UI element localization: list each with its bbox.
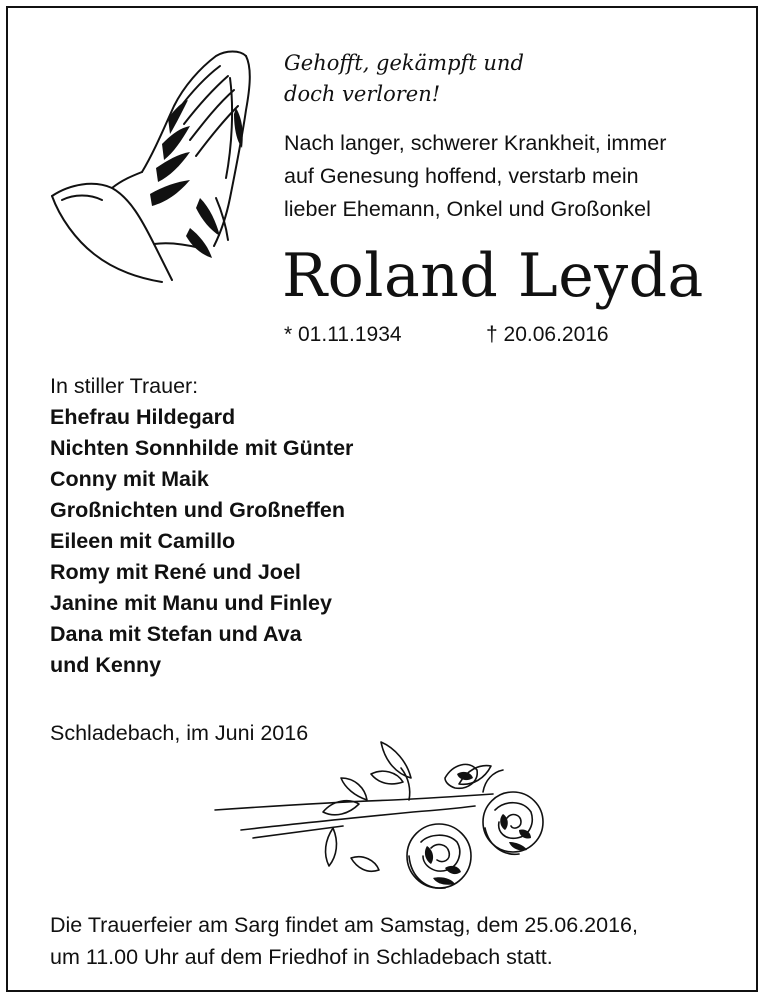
- funeral-line: um 11.00 Uhr auf dem Friedhof in Schladebach statt.: [50, 945, 553, 969]
- motto-line: doch verloren!: [284, 82, 441, 106]
- mourner-entry: Dana mit Stefan und Ava: [50, 622, 302, 646]
- praying-hands-icon: [50, 48, 260, 288]
- intro-line: Nach langer, schwerer Krankheit, immer: [284, 131, 667, 155]
- birth-date: * 01.11.1934: [284, 323, 402, 346]
- intro-text: [284, 127, 754, 226]
- life-dates: [284, 321, 609, 349]
- mourner-entry: Janine mit Manu und Finley: [50, 591, 332, 615]
- motto-verse: [284, 48, 524, 110]
- intro-line: auf Genesung hoffend, verstarb mein: [284, 164, 639, 188]
- mourners-heading: In stiller Trauer:: [50, 374, 199, 398]
- funeral-line: Die Trauerfeier am Sarg findet am Samstag, dem 25.06.2016,: [50, 913, 638, 937]
- mourner-entry: Nichten Sonnhilde mit Günter: [50, 436, 354, 460]
- mourner-entry: Conny mit Maik: [50, 467, 209, 491]
- mourner-entry: Eileen mit Camillo: [50, 529, 236, 553]
- roses-icon: [213, 738, 553, 898]
- funeral-notice: [50, 909, 750, 973]
- obituary-frame: [6, 6, 758, 992]
- mourner-entry: Ehefrau Hildegard: [50, 405, 236, 429]
- death-date: † 20.06.2016: [486, 323, 609, 346]
- intro-line: lieber Ehemann, Onkel und Großonkel: [284, 197, 651, 221]
- motto-line: Gehofft, gekämpft und: [284, 51, 524, 75]
- deceased-name: Roland Leyda: [282, 241, 704, 311]
- mourners-list: [50, 402, 353, 681]
- mourners-block: [50, 371, 353, 681]
- place-and-date: Schladebach, im Juni 2016: [50, 721, 309, 745]
- mourner-entry: Großnichten und Großneffen: [50, 498, 346, 522]
- mourner-entry: Romy mit René und Joel: [50, 560, 301, 584]
- mourner-entry: und Kenny: [50, 653, 162, 677]
